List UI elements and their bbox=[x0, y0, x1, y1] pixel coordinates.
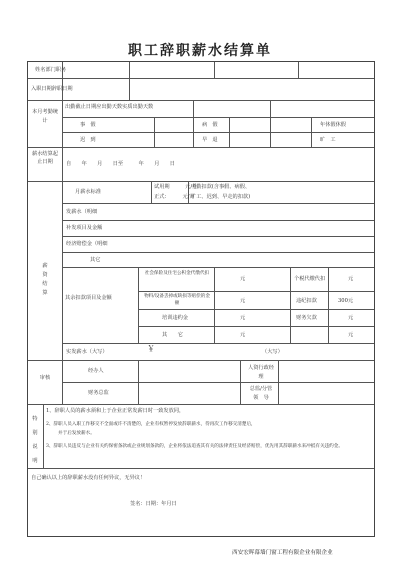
grid-line bbox=[154, 117, 155, 147]
attendance-label: 本月考勤统计 bbox=[32, 109, 58, 124]
regular-pay: 正式： 元/月 bbox=[154, 194, 195, 200]
yuan-label: 元 bbox=[240, 276, 246, 282]
yuan-label: 元 bbox=[240, 315, 246, 321]
grid-line bbox=[138, 360, 139, 404]
grid-line bbox=[138, 326, 374, 327]
note-item: 2、辞职人员入职工作移交不全面或许不清楚的，企业有权暂停发放辞职薪水，待再次工作移交清楚后， bbox=[46, 422, 256, 427]
note-item: 3、辞职人员违反与企业有关约保密条款或企业规划条款的，企业将依法追查其有关的法律责任及经济赔偿，优先用其辞职薪水来冲抵有关违约金。 bbox=[46, 444, 343, 449]
grid-line bbox=[129, 62, 130, 100]
grid-line bbox=[62, 252, 374, 253]
absent-label: 旷 工 bbox=[320, 137, 336, 143]
name-dept-label: 姓名部门职务 bbox=[35, 67, 67, 73]
pay-period-text: 自 年 月 日至 年 月 日 bbox=[66, 161, 175, 167]
probation-pay: 试用期 元/月 bbox=[154, 184, 198, 190]
grid-line bbox=[214, 267, 215, 343]
grid-line bbox=[311, 117, 312, 147]
settlement-form bbox=[27, 61, 375, 537]
grid-line bbox=[28, 468, 374, 469]
detail-item: 经济赔偿金（明细 bbox=[66, 241, 108, 247]
grid-line bbox=[62, 132, 374, 133]
grid-line bbox=[214, 62, 215, 78]
grid-line bbox=[138, 309, 374, 310]
yuan-label: 元 bbox=[240, 332, 246, 338]
monthly-standard-label: 月薪水标准 bbox=[75, 189, 101, 195]
personal-leave-label: 事 假 bbox=[80, 122, 96, 128]
late-label: 迟 到 bbox=[80, 137, 96, 143]
grid-line bbox=[229, 117, 230, 147]
note-item: 并于后发放薪水。 bbox=[52, 431, 95, 436]
yuan-label: 元 bbox=[240, 298, 246, 304]
grid-line bbox=[193, 100, 194, 147]
yuan-label: 元 bbox=[348, 315, 354, 321]
handler-label: 经办人 bbox=[88, 368, 104, 374]
grid-line bbox=[138, 267, 139, 343]
grid-line bbox=[28, 360, 374, 361]
grid-line bbox=[28, 147, 374, 148]
attendance-cols: 出勤截止日期应出勤天数实质出勤天数 bbox=[65, 104, 154, 110]
grid-line bbox=[151, 181, 152, 203]
grid-line bbox=[62, 343, 374, 344]
finance-director-label: 财务总监 bbox=[88, 390, 109, 396]
document-title: 职工辞职薪水结算单 bbox=[128, 43, 272, 59]
violation-amount: 300元 bbox=[338, 298, 354, 304]
grid-line bbox=[298, 62, 299, 78]
detail-item: 补发项目及金额 bbox=[66, 225, 103, 231]
signature-date: 签名：日期：年月日 bbox=[130, 501, 177, 507]
materials-label: 物料/设备丢掉或缺损等赔偿的金额 bbox=[144, 294, 210, 306]
general-manager-label: 总监/分管领 导 bbox=[249, 386, 273, 401]
insurance-label: 社会保险及住宅公积金代缴代扣 bbox=[144, 271, 210, 276]
grid-line bbox=[270, 100, 271, 147]
grid-line bbox=[290, 267, 291, 343]
detail-item: 发薪水（明细 bbox=[66, 209, 98, 215]
notes-label: 特别说明 bbox=[32, 416, 38, 464]
confirm-text: 自己确认以上的辞职薪水没有任何异议，无异议！ bbox=[31, 475, 146, 481]
details-label: 薪资结算 bbox=[42, 263, 48, 296]
training-label: 培训违约金 bbox=[162, 315, 188, 321]
grid-line bbox=[28, 78, 374, 79]
attendance-deduction-title: 考勤扣款(含事假、病假、 bbox=[191, 184, 251, 190]
grid-line bbox=[62, 62, 63, 404]
company-footer: 西安宏晖幕墙门窗工程有限企业有限企业 bbox=[232, 550, 333, 556]
grid-line bbox=[62, 382, 374, 383]
daxie-label: （大写） bbox=[262, 349, 283, 355]
yuan-label: 元 bbox=[348, 332, 354, 338]
grid-line bbox=[62, 220, 374, 221]
grid-line bbox=[62, 203, 374, 204]
grid-line bbox=[28, 181, 374, 182]
approval-label: 审核 bbox=[39, 375, 51, 381]
attendance-deduction-sub: 旷工、迟到、早走的扣款) bbox=[191, 194, 251, 200]
grid-line bbox=[28, 404, 374, 405]
actual-pay-label: 实发薪水（大写） bbox=[66, 349, 108, 355]
yuan-label: 元 bbox=[348, 276, 354, 282]
finance-due-label: 财务欠款 bbox=[296, 315, 317, 321]
violation-label: 违纪扣款 bbox=[296, 298, 317, 304]
note-item: 1、辞职人员的薪水须和上于企业正常发薪日时一致发放同， bbox=[46, 408, 185, 414]
grid-line bbox=[43, 404, 44, 468]
grid-line bbox=[62, 236, 374, 237]
grid-line bbox=[328, 267, 329, 343]
hr-manager-label: 人资行政经 理 bbox=[248, 365, 280, 380]
personal-tax-label: 个税代缴代扣 bbox=[294, 276, 326, 282]
entry-date-label: 入职日期辞职日期 bbox=[31, 86, 73, 92]
pay-period-label: 薪水结算起止日期 bbox=[32, 151, 58, 165]
grid-line bbox=[240, 360, 241, 404]
detail-item: 其它 bbox=[90, 257, 101, 263]
grid-line bbox=[62, 117, 374, 118]
grid-line bbox=[28, 100, 374, 101]
sick-leave-label: 病 假 bbox=[202, 122, 218, 128]
grid-line bbox=[138, 291, 374, 292]
early-label: 早 退 bbox=[202, 137, 218, 143]
other-label: 其 它 bbox=[162, 332, 183, 338]
annual-leave-label: 年休假休假 bbox=[320, 122, 346, 128]
other-deductions-label: 其余扣款项目及金额 bbox=[65, 295, 112, 301]
currency-symbol: ￥ bbox=[147, 344, 155, 353]
